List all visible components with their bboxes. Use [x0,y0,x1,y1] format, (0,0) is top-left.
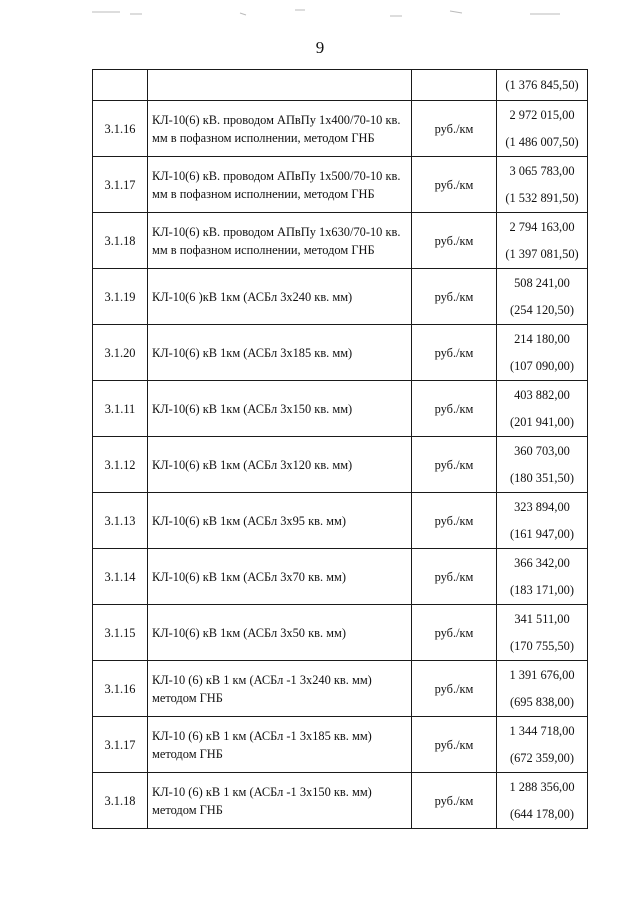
row-number: 3.1.14 [93,549,148,605]
row-price-paren: (180 351,50) [509,471,574,485]
row-price: 341 511,00 [514,612,570,626]
table-row [93,661,588,717]
row-price: 508 241,00 [514,276,570,290]
row-price-paren: (170 755,50) [509,639,574,653]
table-row [93,101,588,157]
table-row [93,605,588,661]
row-price-cell [497,493,588,549]
row-price: 2 794 163,00 [509,220,575,234]
page-number: 9 [315,38,325,57]
price-cell [497,70,588,101]
row-price: 323 894,00 [514,500,570,514]
row-price-cell [497,381,588,437]
row-price-cell [497,157,588,213]
row-description: КЛ-10 (6) кВ 1 км (АСБл -1 3х240 кв. мм) методом ГНБ [148,661,412,717]
table-row [93,549,588,605]
row-unit: руб./км [412,605,497,661]
row-number: 3.1.18 [93,773,148,829]
row-number: 3.1.12 [93,437,148,493]
row-price-paren: (1 486 007,50) [505,135,579,149]
row-number: 3.1.17 [93,717,148,773]
row-description: КЛ-10(6) кВ 1км (АСБл 3х50 кв. мм) [148,605,412,661]
table-row [93,717,588,773]
row-price-cell [497,269,588,325]
row-price-paren: (1 397 081,50) [505,247,579,261]
row-price-paren: (695 838,00) [509,695,574,709]
table-row [93,381,588,437]
row-price-paren: (254 120,50) [509,303,574,317]
row-unit: руб./км [412,493,497,549]
row-unit: руб./км [412,717,497,773]
row-unit: руб./км [412,213,497,269]
table-row [93,493,588,549]
row-price: 360 703,00 [514,444,570,458]
row-price: 366 342,00 [514,556,570,570]
row-price-paren: (644 178,00) [509,807,574,821]
description-cell [148,70,412,101]
table-row [93,325,588,381]
row-price-cell [497,605,588,661]
row-description: КЛ-10(6) кВ. проводом АПвПу 1х400/70-10 кв. мм в пофазном исполнении, методом ГНБ [148,101,412,157]
row-number: 3.1.16 [93,101,148,157]
row-number: 3.1.18 [93,213,148,269]
row-unit: руб./км [412,661,497,717]
row-price-cell [497,661,588,717]
tariff-table [92,69,588,829]
row-description: КЛ-10(6) кВ 1км (АСБл 3х70 кв. мм) [148,549,412,605]
row-price-paren: (107 090,00) [509,359,574,373]
row-description: КЛ-10 (6) кВ 1 км (АСБл -1 3х150 кв. мм) методом ГНБ [148,773,412,829]
row-unit: руб./км [412,157,497,213]
row-number: 3.1.16 [93,661,148,717]
row-number: 3.1.20 [93,325,148,381]
scan-artifacts [90,4,590,20]
price-paren: (1 376 845,50) [505,78,579,92]
row-price-paren: (183 171,00) [509,583,574,597]
table-row [93,437,588,493]
row-number: 3.1.13 [93,493,148,549]
row-description: КЛ-10(6) кВ 1км (АСБл 3х95 кв. мм) [148,493,412,549]
row-unit: руб./км [412,101,497,157]
row-description: КЛ-10(6) кВ 1км (АСБл 3х150 кв. мм) [148,381,412,437]
row-number-cell [93,70,148,101]
row-number: 3.1.17 [93,157,148,213]
row-price: 403 882,00 [514,388,570,402]
row-unit: руб./км [412,269,497,325]
row-price: 1 288 356,00 [509,780,575,794]
row-price: 1 344 718,00 [509,724,575,738]
row-price: 214 180,00 [514,332,570,346]
row-description: КЛ-10(6 )кВ 1км (АСБл 3х240 кв. мм) [148,269,412,325]
table-row [93,70,588,101]
row-price-paren: (1 532 891,50) [505,191,579,205]
row-price-cell [497,325,588,381]
row-price-cell [497,717,588,773]
row-price: 1 391 676,00 [509,668,575,682]
table-row [93,773,588,829]
row-description: КЛ-10(6) кВ 1км (АСБл 3х185 кв. мм) [148,325,412,381]
row-unit: руб./км [412,549,497,605]
row-price-cell [497,437,588,493]
row-number: 3.1.11 [93,381,148,437]
row-description: КЛ-10(6) кВ 1км (АСБл 3х120 кв. мм) [148,437,412,493]
row-price-cell [497,101,588,157]
row-number: 3.1.15 [93,605,148,661]
row-description: КЛ-10(6) кВ. проводом АПвПу 1х500/70-10 кв. мм в пофазном исполнении, методом ГНБ [148,157,412,213]
unit-cell [412,70,497,101]
row-unit: руб./км [412,437,497,493]
table-row [93,269,588,325]
row-price-cell [497,773,588,829]
table-row [93,213,588,269]
row-number: 3.1.19 [93,269,148,325]
row-price: 2 972 015,00 [509,108,575,122]
table-row [93,157,588,213]
row-unit: руб./км [412,381,497,437]
row-unit: руб./км [412,773,497,829]
row-price-cell [497,213,588,269]
row-price: 3 065 783,00 [509,164,575,178]
row-price-cell [497,549,588,605]
row-price-paren: (672 359,00) [509,751,574,765]
row-description: КЛ-10(6) кВ. проводом АПвПу 1х630/70-10 кв. мм в пофазном исполнении, методом ГНБ [148,213,412,269]
row-description: КЛ-10 (6) кВ 1 км (АСБл -1 3х185 кв. мм) методом ГНБ [148,717,412,773]
row-price-paren: (161 947,00) [509,527,574,541]
row-price-paren: (201 941,00) [509,415,574,429]
row-unit: руб./км [412,325,497,381]
